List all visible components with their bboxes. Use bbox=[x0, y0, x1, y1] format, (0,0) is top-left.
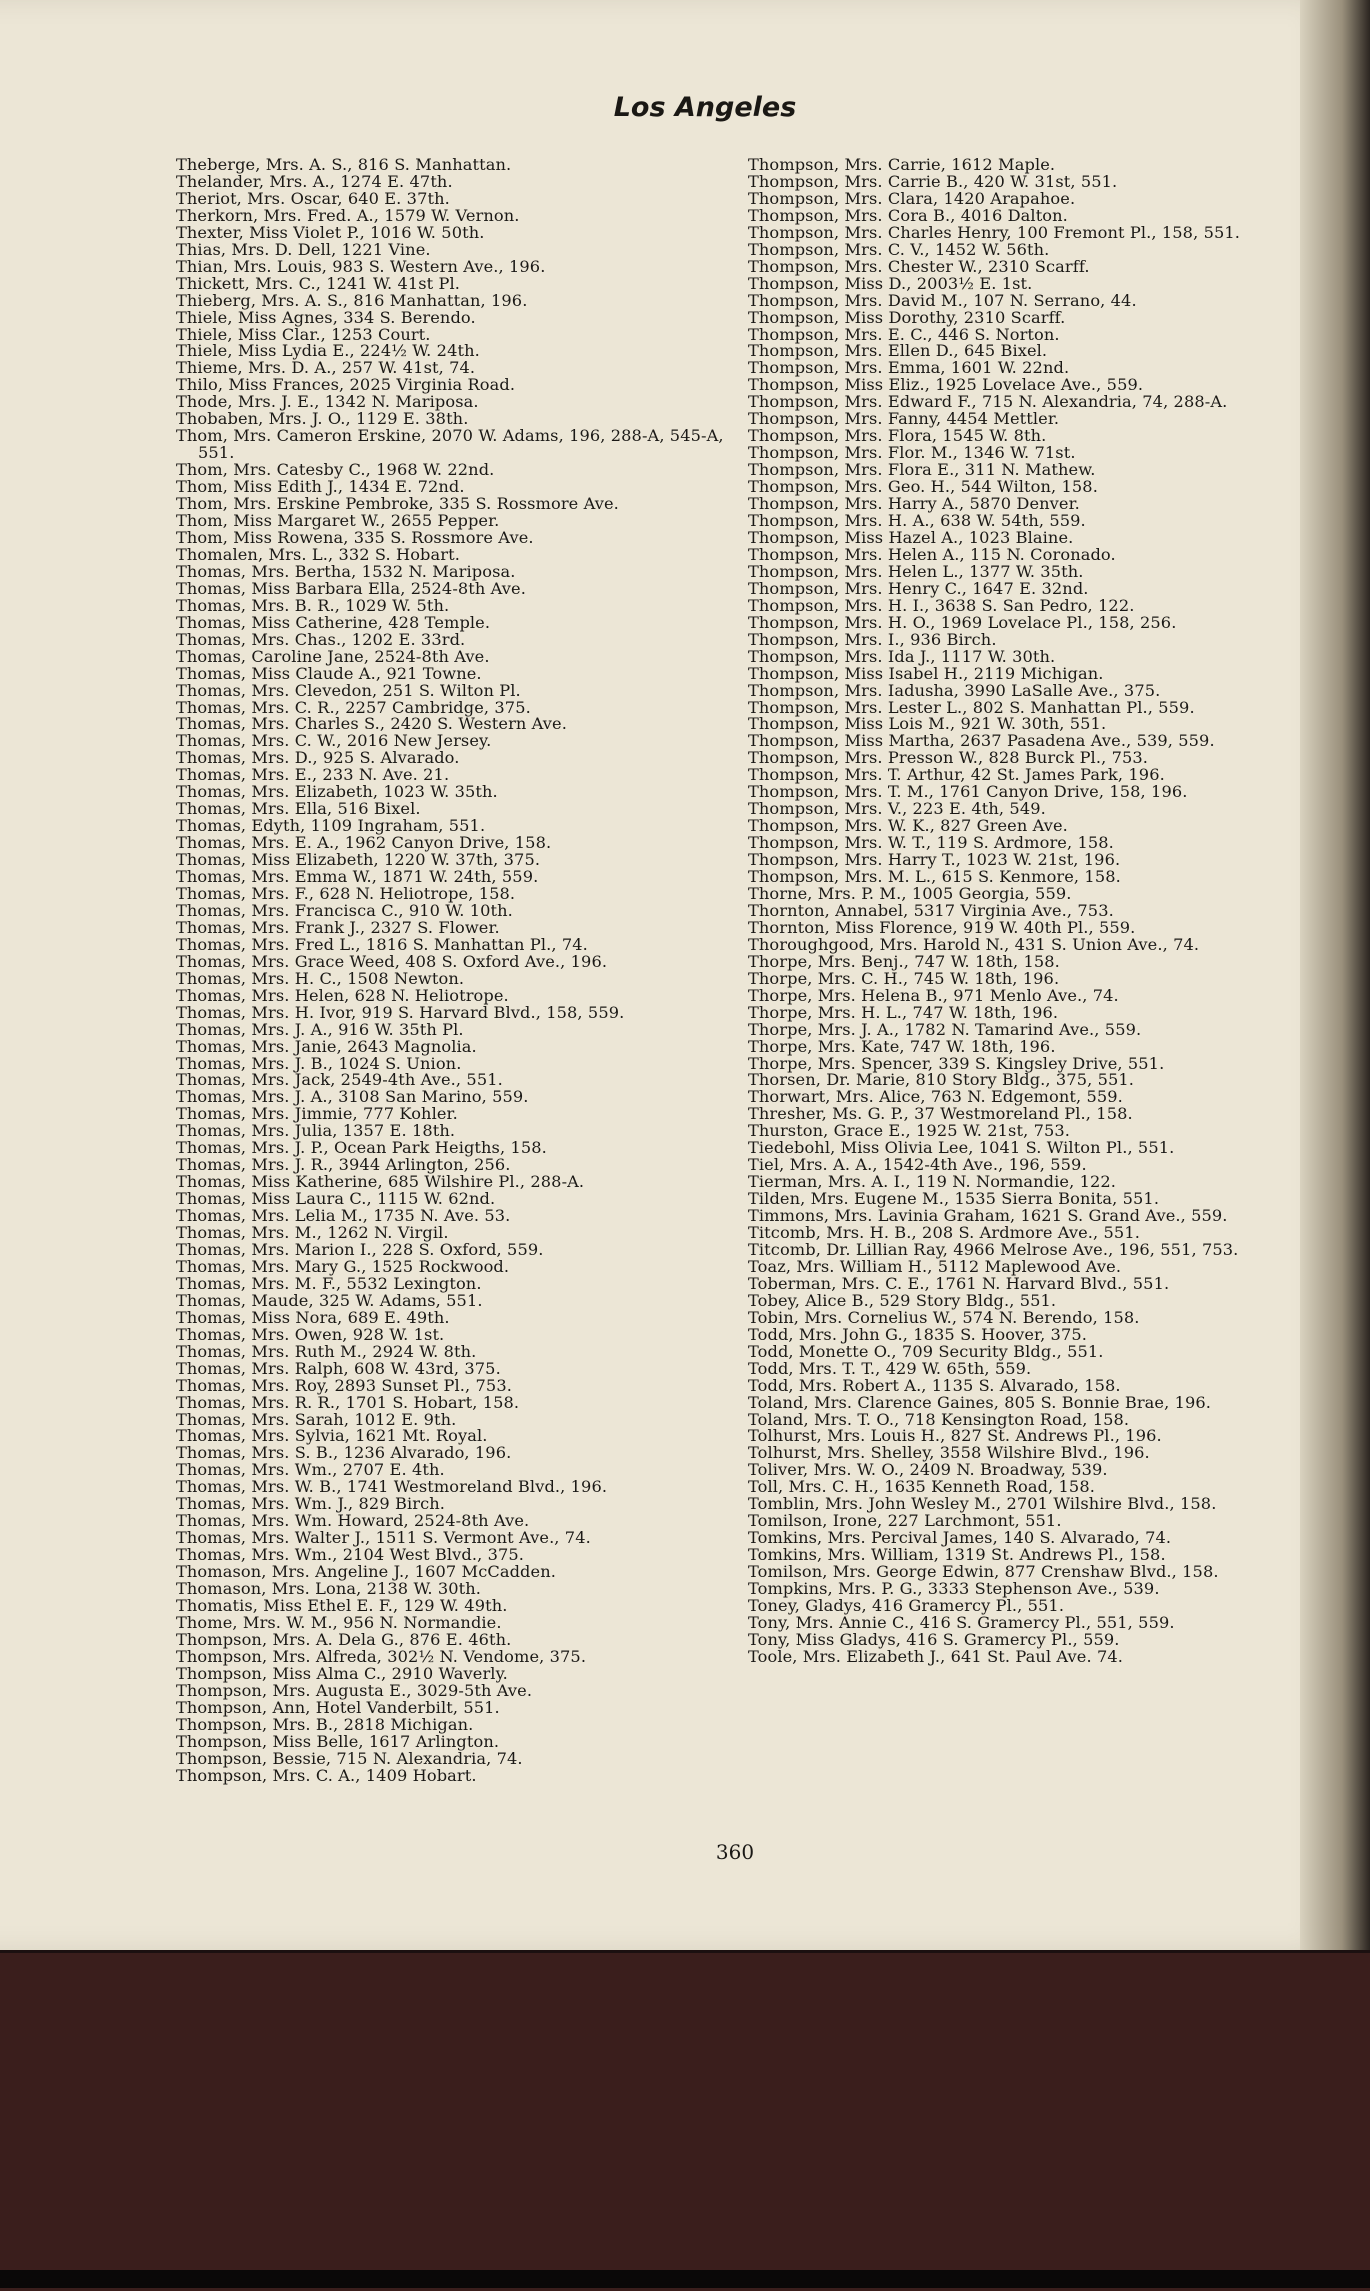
directory-entry: Thiele, Miss Agnes, 334 S. Berendo. bbox=[176, 307, 476, 327]
directory-entry: Thompson, Miss Hazel A., 1023 Blaine. bbox=[748, 527, 1074, 547]
directory-entry: Thomas, Mrs. M., 1262 N. Virgil. bbox=[176, 1223, 449, 1243]
directory-entry: Toberman, Mrs. C. E., 1761 N. Harvard Blvd., 551. bbox=[748, 1273, 1170, 1293]
directory-entry: Tony, Mrs. Annie C., 416 S. Gramercy Pl., 551, 559. bbox=[748, 1612, 1175, 1632]
directory-entry: Thompson, Miss Dorothy, 2310 Scarff. bbox=[748, 307, 1066, 327]
directory-entry: Thompson, Mrs. W. T., 119 S. Ardmore, 158. bbox=[748, 833, 1114, 853]
directory-entry: Thome, Mrs. W. M., 956 N. Normandie. bbox=[176, 1612, 502, 1632]
directory-entry: Thomas, Mrs. Marion I., 228 S. Oxford, 559. bbox=[176, 1240, 544, 1259]
directory-entry: Thompson, Mrs. B., 2818 Michigan. bbox=[176, 1714, 474, 1734]
directory-entry: Tomkins, Mrs. William, 1319 St. Andrews Pl., 158. bbox=[748, 1545, 1166, 1565]
directory-entry: Thom, Miss Edith J., 1434 E. 72nd. bbox=[176, 477, 465, 497]
directory-entry: Thorsen, Dr. Marie, 810 Story Bldg., 375, 551. bbox=[748, 1070, 1135, 1090]
directory-entry: Thom, Mrs. Erskine Pembroke, 335 S. Rossmore Ave. bbox=[176, 494, 619, 514]
directory-entry: Thomas, Mrs. Lelia M., 1735 N. Ave. 53. bbox=[176, 1206, 511, 1226]
directory-entry: Thomas, Mrs. S. B., 1236 Alvarado, 196. bbox=[176, 1443, 512, 1463]
directory-entry: Thomas, Mrs. F., 628 N. Heliotrope, 158. bbox=[176, 883, 516, 903]
directory-entry: Timmons, Mrs. Lavinia Graham, 1621 S. Grand Ave., 559. bbox=[748, 1206, 1228, 1226]
directory-entry: Toney, Gladys, 416 Gramercy Pl., 551. bbox=[748, 1596, 1065, 1616]
directory-entry: Thomas, Mrs. Wm., 2707 E. 4th. bbox=[176, 1460, 445, 1480]
directory-entry: Thompson, Mrs. H. O., 1969 Lovelace Pl., 158, 256. bbox=[748, 612, 1177, 632]
directory-entry: Thomas, Maude, 325 W. Adams, 551. bbox=[176, 1290, 483, 1310]
directory-entry: Thompson, Mrs. Flora E., 311 N. Mathew. bbox=[748, 460, 1096, 480]
directory-entry: Thomas, Mrs. Frank J., 2327 S. Flower. bbox=[176, 917, 500, 937]
directory-entry: Thomas, Mrs. Francisca C., 910 W. 10th. bbox=[176, 900, 513, 920]
directory-entry: Thompson, Mrs. Helen L., 1377 W. 35th. bbox=[748, 561, 1084, 581]
directory-entry: Tolhurst, Mrs. Shelley, 3558 Wilshire Blvd., 196. bbox=[748, 1443, 1150, 1463]
directory-entry: Thomas, Mrs. Grace Weed, 408 S. Oxford Ave., 196. bbox=[176, 951, 608, 971]
directory-entry: Thompson, Mrs. C. A., 1409 Hobart. bbox=[176, 1765, 477, 1785]
directory-entry: Thompson, Miss D., 2003½ E. 1st. bbox=[748, 273, 1033, 293]
directory-entry: Thomas, Mrs. Ella, 516 Bixel. bbox=[176, 799, 421, 819]
directory-entry: Thompson, Mrs. Emma, 1601 W. 22nd. bbox=[748, 358, 1070, 378]
directory-entry: Tobin, Mrs. Cornelius W., 574 N. Berendo, 158. bbox=[748, 1307, 1140, 1327]
directory-entry: Thorne, Mrs. P. M., 1005 Georgia, 559. bbox=[748, 883, 1072, 903]
directory-entry: Thomason, Mrs. Lona, 2138 W. 30th. bbox=[176, 1579, 482, 1599]
directory-entry: Thomas, Mrs. Emma W., 1871 W. 24th, 559. bbox=[176, 867, 539, 887]
directory-entry: Toaz, Mrs. William H., 5112 Maplewood Ave. bbox=[748, 1256, 1122, 1276]
directory-entry: Thompson, Mrs. Clara, 1420 Arapahoe. bbox=[748, 188, 1076, 208]
directory-entry: Thorwart, Mrs. Alice, 763 N. Edgemont, 559. bbox=[748, 1087, 1123, 1107]
directory-entry: Thom, Mrs. Catesby C., 1968 W. 22nd. bbox=[176, 460, 495, 480]
directory-entry: Thompson, Mrs. Fanny, 4454 Mettler. bbox=[748, 409, 1060, 429]
directory-entry: Thompson, Mrs. Henry C., 1647 E. 32nd. bbox=[748, 578, 1089, 598]
directory-entry: Thian, Mrs. Louis, 983 S. Western Ave., 196. bbox=[176, 256, 546, 276]
directory-entry: Thomatis, Miss Ethel E. F., 129 W. 49th. bbox=[176, 1596, 508, 1616]
directory-entry: Thiele, Miss Clar., 1253 Court. bbox=[176, 324, 431, 344]
directory-entry: Thompson, Mrs. Alfreda, 302½ N. Vendome, 375. bbox=[176, 1646, 587, 1666]
right-column bbox=[748, 157, 1308, 1666]
directory-entry: Thompson, Mrs. H. I., 3638 S. San Pedro, 122. bbox=[748, 595, 1135, 615]
directory-entry: Thomas, Miss Claude A., 921 Towne. bbox=[176, 663, 482, 683]
directory-entry: Thomas, Mrs. J. A., 3108 San Marino, 559. bbox=[176, 1087, 529, 1107]
directory-entry: Thompson, Miss Eliz., 1925 Lovelace Ave., 559. bbox=[748, 375, 1144, 395]
directory-entry: Thomas, Miss Laura C., 1115 W. 62nd. bbox=[176, 1189, 496, 1209]
directory-entry: Tobey, Alice B., 529 Story Bldg., 551. bbox=[748, 1290, 1057, 1310]
directory-entry: Theriot, Mrs. Oscar, 640 E. 37th. bbox=[176, 188, 450, 208]
directory-entry: Thomas, Miss Katherine, 685 Wilshire Pl., 288-A. bbox=[176, 1172, 585, 1192]
directory-entry: Thomas, Mrs. J. P., Ocean Park Heigths, 158. bbox=[176, 1138, 547, 1158]
directory-entry: Thornton, Miss Florence, 919 W. 40th Pl., 559. bbox=[748, 917, 1136, 937]
directory-entry: Thobaben, Mrs. J. O., 1129 E. 38th. bbox=[176, 409, 469, 429]
directory-entry: Toliver, Mrs. W. O., 2409 N. Broadway, 539. bbox=[748, 1460, 1108, 1480]
directory-entry: Thompson, Mrs. Cora B., 4016 Dalton. bbox=[748, 205, 1068, 225]
directory-entry: Thompson, Mrs. Augusta E., 3029-5th Ave. bbox=[176, 1680, 533, 1700]
directory-entry: Tiedebohl, Miss Olivia Lee, 1041 S. Wilton Pl., 551. bbox=[748, 1138, 1175, 1158]
directory-entry: Thompson, Mrs. Helen A., 115 N. Coronado. bbox=[748, 544, 1116, 564]
directory-entry: Todd, Monette O., 709 Security Bldg., 551. bbox=[748, 1341, 1104, 1361]
directory-entry: Thoroughgood, Mrs. Harold N., 431 S. Union Ave., 74. bbox=[748, 934, 1200, 954]
directory-entry: Thom, Miss Margaret W., 2655 Pepper. bbox=[176, 511, 500, 531]
directory-entry: Tomkins, Mrs. Percival James, 140 S. Alvarado, 74. bbox=[748, 1528, 1172, 1548]
directory-entry: Tiel, Mrs. A. A., 1542-4th Ave., 196, 559. bbox=[748, 1155, 1087, 1175]
directory-entry: Therkorn, Mrs. Fred. A., 1579 W. Vernon. bbox=[176, 205, 520, 225]
directory-entry: Thomas, Mrs. Bertha, 1532 N. Mariposa. bbox=[176, 561, 516, 581]
directory-entry: Thomas, Mrs. Julia, 1357 E. 18th. bbox=[176, 1121, 456, 1141]
directory-entry: Theberge, Mrs. A. S., 816 S. Manhattan. bbox=[176, 155, 512, 174]
directory-entry: Thomas, Mrs. J. R., 3944 Arlington, 256. bbox=[176, 1155, 511, 1175]
directory-entry: Thompson, Mrs. C. V., 1452 W. 56th. bbox=[748, 239, 1050, 259]
directory-entry: Thom, Miss Rowena, 335 S. Rossmore Ave. bbox=[176, 527, 534, 547]
directory-entry: Thomas, Mrs. H. Ivor, 919 S. Harvard Blvd., 158, 559. bbox=[176, 1002, 625, 1022]
directory-entry: Thelander, Mrs. A., 1274 E. 47th. bbox=[176, 171, 453, 191]
directory-entry: Tierman, Mrs. A. I., 119 N. Normandie, 122. bbox=[748, 1172, 1117, 1192]
directory-entry: Thomas, Mrs. W. B., 1741 Westmoreland Blvd., 196. bbox=[176, 1477, 608, 1497]
directory-entry: Thorpe, Mrs. Kate, 747 W. 18th, 196. bbox=[748, 1036, 1056, 1056]
directory-entry: Thomas, Mrs. J. A., 916 W. 35th Pl. bbox=[176, 1019, 464, 1039]
book-cover-edge bbox=[0, 1950, 1370, 2291]
directory-entry: Thomas, Miss Catherine, 428 Temple. bbox=[176, 612, 491, 632]
directory-entry: Thomas, Mrs. M. F., 5532 Lexington. bbox=[176, 1273, 482, 1293]
directory-entry: Tomilson, Mrs. George Edwin, 877 Crenshaw Blvd., 158. bbox=[748, 1562, 1219, 1582]
directory-entry: Thompson, Ann, Hotel Vanderbilt, 551. bbox=[176, 1697, 500, 1717]
directory-entry: Thomas, Mrs. E. A., 1962 Canyon Drive, 158. bbox=[176, 833, 552, 853]
directory-entry: Thompson, Mrs. E. C., 446 S. Norton. bbox=[748, 324, 1060, 344]
directory-entry: Thomas, Mrs. Helen, 628 N. Heliotrope. bbox=[176, 985, 509, 1005]
directory-entry: Thornton, Annabel, 5317 Virginia Ave., 753. bbox=[748, 900, 1114, 920]
directory-entry: Thorpe, Mrs. Benj., 747 W. 18th, 158. bbox=[748, 951, 1060, 971]
directory-entry: Tompkins, Mrs. P. G., 3333 Stephenson Ave., 539. bbox=[748, 1579, 1160, 1599]
directory-entry: Thomas, Edyth, 1109 Ingraham, 551. bbox=[176, 816, 486, 836]
directory-entry: Thompson, Mrs. Edward F., 715 N. Alexandria, 74, 288-A. bbox=[748, 392, 1228, 412]
directory-entry: Thompson, Mrs. V., 223 E. 4th, 549. bbox=[748, 799, 1046, 819]
directory-entry: Thomas, Mrs. Chas., 1202 E. 33rd. bbox=[176, 629, 466, 649]
directory-entry: Tomilson, Irone, 227 Larchmont, 551. bbox=[748, 1511, 1062, 1531]
directory-entry: Thomas, Miss Elizabeth, 1220 W. 37th, 375. bbox=[176, 850, 541, 870]
directory-entry: Thomas, Mrs. Wm., 2104 West Blvd., 375. bbox=[176, 1545, 525, 1565]
directory-entry: Thompson, Mrs. W. K., 827 Green Ave. bbox=[748, 816, 1068, 836]
directory-entry: Thomas, Mrs. Ralph, 608 W. 43rd, 375. bbox=[176, 1358, 501, 1378]
directory-entry: Thomas, Mrs. C. R., 2257 Cambridge, 375. bbox=[176, 697, 531, 717]
directory-entry: Thompson, Mrs. A. Dela G., 876 E. 46th. bbox=[176, 1629, 512, 1649]
directory-entry: Thomas, Mrs. Janie, 2643 Magnolia. bbox=[176, 1036, 477, 1056]
directory-entry: Thompson, Mrs. David M., 107 N. Serrano, 44. bbox=[748, 290, 1137, 310]
directory-entry: Thurston, Grace E., 1925 W. 21st, 753. bbox=[748, 1121, 1071, 1141]
directory-entry: Thompson, Mrs. Harry T., 1023 W. 21st, 196. bbox=[748, 850, 1121, 870]
directory-entry: Thompson, Mrs. Harry A., 5870 Denver. bbox=[748, 494, 1080, 514]
directory-entry: Thompson, Mrs. Chester W., 2310 Scarff. bbox=[748, 256, 1090, 276]
directory-entry: Tony, Miss Gladys, 416 S. Gramercy Pl., 559. bbox=[748, 1629, 1120, 1649]
directory-entry: Thompson, Mrs. Ellen D., 645 Bixel. bbox=[748, 341, 1048, 361]
directory-entry: Thomas, Mrs. Owen, 928 W. 1st. bbox=[176, 1324, 445, 1344]
page-title: Los Angeles bbox=[613, 92, 797, 123]
directory-entry: Thompson, Mrs. Ida J., 1117 W. 30th. bbox=[748, 646, 1056, 666]
directory-entry: Thomas, Mrs. Sarah, 1012 E. 9th. bbox=[176, 1409, 457, 1429]
directory-entry: Thompson, Mrs. Carrie B., 420 W. 31st, 551. bbox=[748, 171, 1118, 191]
directory-entry: Thomas, Mrs. Jimmie, 777 Kohler. bbox=[176, 1104, 458, 1124]
directory-entry: Thomas, Mrs. Fred L., 1816 S. Manhattan Pl., 74. bbox=[176, 934, 588, 954]
directory-entry: Thom, Mrs. Cameron Erskine, 2070 W. Adams, 196, 288-A, 545-A, 551. bbox=[176, 426, 724, 463]
directory-entry: Thompson, Miss Lois M., 921 W. 30th, 551. bbox=[748, 714, 1107, 734]
directory-entry: Todd, Mrs. T. T., 429 W. 65th, 559. bbox=[748, 1358, 1032, 1378]
directory-entry: Thomas, Mrs. Sylvia, 1621 Mt. Royal. bbox=[176, 1426, 488, 1446]
directory-entry: Thomas, Mrs. R. R., 1701 S. Hobart, 158. bbox=[176, 1392, 520, 1412]
directory-entry: Todd, Mrs. Robert A., 1135 S. Alvarado, 158. bbox=[748, 1375, 1121, 1395]
directory-entry: Titcomb, Mrs. H. B., 208 S. Ardmore Ave., 551. bbox=[748, 1223, 1140, 1243]
directory-entry: Thomas, Mrs. B. R., 1029 W. 5th. bbox=[176, 595, 450, 615]
directory-entry: Thode, Mrs. J. E., 1342 N. Mariposa. bbox=[176, 392, 479, 412]
directory-entry: Thomas, Mrs. D., 925 S. Alvarado. bbox=[176, 748, 460, 768]
directory-entry: Thomas, Miss Barbara Ella, 2524-8th Ave. bbox=[176, 578, 526, 598]
directory-entry: Thompson, Mrs. Geo. H., 544 Wilton, 158. bbox=[748, 477, 1098, 497]
directory-entry: Thompson, Mrs. T. Arthur, 42 St. James Park, 196. bbox=[748, 765, 1165, 785]
directory-entry: Tolhurst, Mrs. Louis H., 827 St. Andrews Pl., 196. bbox=[748, 1426, 1162, 1446]
directory-entry: Thexter, Miss Violet P., 1016 W. 50th. bbox=[176, 222, 485, 242]
directory-entry: Toland, Mrs. Clarence Gaines, 805 S. Bonnie Brae, 196. bbox=[748, 1392, 1212, 1412]
directory-entry: Thompson, Mrs. I., 936 Birch. bbox=[748, 629, 997, 649]
directory-entry: Titcomb, Dr. Lillian Ray, 4966 Melrose Ave., 196, 551, 753. bbox=[748, 1240, 1239, 1259]
directory-entry: Thomas, Mrs. Elizabeth, 1023 W. 35th. bbox=[176, 782, 498, 802]
directory-entry: Thomas, Mrs. E., 233 N. Ave. 21. bbox=[176, 765, 450, 785]
directory-entry: Thompson, Miss Alma C., 2910 Waverly. bbox=[176, 1663, 508, 1683]
directory-entry: Thompson, Mrs. Flora, 1545 W. 8th. bbox=[748, 426, 1047, 446]
directory-entry: Thompson, Mrs. Carrie, 1612 Maple. bbox=[748, 155, 1056, 174]
directory-entry: Thomas, Miss Nora, 689 E. 49th. bbox=[176, 1307, 450, 1327]
directory-entry: Thompson, Mrs. Charles Henry, 100 Fremont Pl., 158, 551. bbox=[748, 222, 1241, 242]
directory-entry: Thompson, Mrs. Iadusha, 3990 LaSalle Ave., 375. bbox=[748, 680, 1161, 700]
directory-entry: Thilo, Miss Frances, 2025 Virginia Road. bbox=[176, 375, 516, 395]
directory-entry: Thompson, Mrs. Presson W., 828 Burck Pl., 753. bbox=[748, 748, 1149, 768]
directory-entry: Thorpe, Mrs. Helena B., 971 Menlo Ave., 74. bbox=[748, 985, 1119, 1005]
directory-entry: Thomason, Mrs. Angeline J., 1607 McCadden. bbox=[176, 1562, 556, 1582]
directory-entry: Thomas, Mrs. Jack, 2549-4th Ave., 551. bbox=[176, 1070, 503, 1090]
directory-entry: Thieme, Mrs. D. A., 257 W. 41st, 74. bbox=[176, 358, 476, 378]
directory-entry: Todd, Mrs. John G., 1835 S. Hoover, 375. bbox=[748, 1324, 1088, 1344]
directory-entry: Thorpe, Mrs. C. H., 745 W. 18th, 196. bbox=[748, 968, 1060, 988]
directory-entry: Thorpe, Mrs. H. L., 747 W. 18th, 196. bbox=[748, 1002, 1059, 1022]
directory-entry: Thomas, Mrs. Wm. J., 829 Birch. bbox=[176, 1494, 446, 1514]
directory-entry: Thresher, Ms. G. P., 37 Westmoreland Pl., 158. bbox=[748, 1104, 1133, 1124]
left-column bbox=[176, 157, 736, 1785]
directory-entry: Thomas, Mrs. Ruth M., 2924 W. 8th. bbox=[176, 1341, 477, 1361]
page-number: 360 bbox=[715, 1840, 755, 1864]
directory-entry: Thorpe, Mrs. Spencer, 339 S. Kingsley Drive, 551. bbox=[748, 1053, 1165, 1073]
directory-entry: Toole, Mrs. Elizabeth J., 641 St. Paul Ave. 74. bbox=[748, 1646, 1124, 1666]
directory-entry: Thomas, Mrs. Mary G., 1525 Rockwood. bbox=[176, 1256, 510, 1276]
directory-entry: Toll, Mrs. C. H., 1635 Kenneth Road, 158. bbox=[748, 1477, 1095, 1497]
directory-entry: Thiele, Miss Lydia E., 224½ W. 24th. bbox=[176, 341, 480, 361]
directory-entry: Thomas, Mrs. Wm. Howard, 2524-8th Ave. bbox=[176, 1511, 530, 1531]
directory-entry: Thomas, Mrs. Roy, 2893 Sunset Pl., 753. bbox=[176, 1375, 512, 1395]
background-edge bbox=[0, 2270, 1370, 2288]
directory-entry: Thomalen, Mrs. L., 332 S. Hobart. bbox=[176, 544, 460, 564]
directory-entry: Thias, Mrs. D. Dell, 1221 Vine. bbox=[176, 239, 431, 259]
directory-entry: Thompson, Mrs. H. A., 638 W. 54th, 559. bbox=[748, 511, 1086, 531]
directory-entry: Thomas, Mrs. H. C., 1508 Newton. bbox=[176, 968, 465, 988]
book-gutter bbox=[1300, 0, 1370, 1950]
directory-entry: Thompson, Mrs. Flor. M., 1346 W. 71st. bbox=[748, 443, 1076, 463]
directory-entry: Thompson, Mrs. M. L., 615 S. Kenmore, 158. bbox=[748, 867, 1121, 887]
directory-entry: Thomas, Mrs. Charles S., 2420 S. Western Ave. bbox=[176, 714, 567, 734]
directory-entry: Thickett, Mrs. C., 1241 W. 41st Pl. bbox=[176, 273, 461, 293]
directory-entry: Thompson, Miss Belle, 1617 Arlington. bbox=[176, 1731, 500, 1751]
directory-entry: Thompson, Miss Martha, 2637 Pasadena Ave., 539, 559. bbox=[748, 731, 1215, 751]
directory-entry: Thompson, Mrs. Lester L., 802 S. Manhattan Pl., 559. bbox=[748, 697, 1195, 717]
directory-entry: Thompson, Bessie, 715 N. Alexandria, 74. bbox=[176, 1748, 523, 1768]
directory-entry: Thomas, Mrs. Clevedon, 251 S. Wilton Pl. bbox=[176, 680, 521, 700]
directory-entry: Tilden, Mrs. Eugene M., 1535 Sierra Bonita, 551. bbox=[748, 1189, 1160, 1209]
directory-entry: Thomas, Mrs. Walter J., 1511 S. Vermont Ave., 74. bbox=[176, 1528, 591, 1548]
directory-entry: Thieberg, Mrs. A. S., 816 Manhattan, 196. bbox=[176, 290, 528, 310]
directory-entry: Thompson, Mrs. T. M., 1761 Canyon Drive, 158, 196. bbox=[748, 782, 1188, 802]
directory-entry: Thorpe, Mrs. J. A., 1782 N. Tamarind Ave., 559. bbox=[748, 1019, 1142, 1039]
directory-entry: Thompson, Miss Isabel H., 2119 Michigan. bbox=[748, 663, 1104, 683]
directory-entry: Thomas, Caroline Jane, 2524-8th Ave. bbox=[176, 646, 490, 666]
directory-entry: Tomblin, Mrs. John Wesley M., 2701 Wilshire Blvd., 158. bbox=[748, 1494, 1217, 1514]
directory-entry: Toland, Mrs. T. O., 718 Kensington Road, 158. bbox=[748, 1409, 1130, 1429]
directory-entry: Thomas, Mrs. C. W., 2016 New Jersey. bbox=[176, 731, 492, 751]
directory-entry: Thomas, Mrs. J. B., 1024 S. Union. bbox=[176, 1053, 462, 1073]
